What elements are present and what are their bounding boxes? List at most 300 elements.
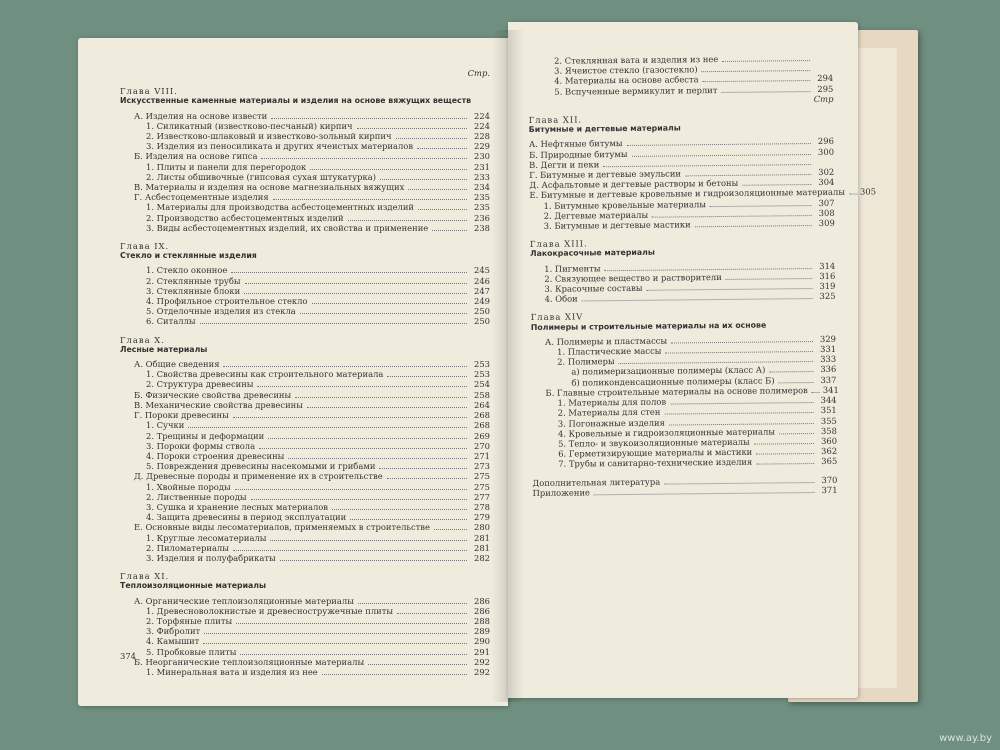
toc-entry-page: 275 — [474, 471, 490, 482]
toc-entry-page: 337 — [820, 374, 837, 385]
toc-entry-title: В. Дегти и пеки — [529, 159, 600, 170]
dot-leader — [849, 194, 857, 195]
dot-leader — [742, 184, 811, 186]
dot-leader — [312, 303, 467, 304]
dot-leader — [240, 654, 467, 655]
dot-leader — [652, 215, 812, 218]
toc-entry-page: 290 — [474, 636, 490, 647]
toc-entry-page: 231 — [474, 161, 490, 172]
toc-entry-title: 4. Материалы на основе асбеста — [554, 74, 699, 87]
toc-entry — [120, 667, 490, 677]
chapter-title: Полимеры и строительные материалы на их основе — [530, 320, 767, 332]
toc-entry-page: 273 — [474, 461, 490, 472]
toc-entry-page: 289 — [474, 626, 490, 637]
toc-entry-title: 4. Защита древесины в период эксплуатации — [146, 512, 347, 523]
chapter-number: Глава X. — [120, 334, 165, 345]
dot-leader — [669, 423, 814, 426]
toc-entry — [120, 636, 490, 646]
toc-entry-title: 1. Пластические массы — [557, 345, 662, 357]
dot-leader — [396, 138, 468, 139]
toc-entry-title: б) поликонденсационные полимеры (класс Б) — [571, 375, 775, 388]
toc-entry-title: 1. Материалы для производства асбестоцементных изделий — [146, 202, 415, 213]
chapter-section — [120, 571, 490, 677]
chapter-title: Стекло и стеклянные изделия — [120, 251, 257, 261]
dot-leader — [295, 397, 467, 398]
toc-entry-title: 2. Дегтевые материалы — [543, 209, 649, 221]
toc-entry-title: 2. Пиломатериалы — [146, 542, 229, 553]
toc-entry-title: 2. Стеклянные трубы — [146, 275, 241, 286]
dot-leader — [703, 80, 811, 82]
toc-entry-title: 2. Известково-шлаковый и известково-зольный кирпич — [146, 131, 392, 142]
dot-leader — [300, 313, 467, 314]
toc-entry-page: 245 — [474, 265, 490, 276]
toc-entry-page: 302 — [818, 166, 835, 177]
chapter-section — [530, 236, 836, 304]
dot-leader — [322, 674, 467, 675]
toc-entry-title: Б. Изделия на основе гипса — [134, 151, 258, 162]
toc-entry-page: 288 — [474, 615, 490, 626]
dot-leader — [722, 60, 810, 62]
page-number: 374 — [120, 651, 136, 661]
toc-entry-page: 292 — [474, 656, 490, 667]
toc-entry-page: 344 — [820, 394, 837, 406]
chapter-list — [120, 86, 490, 677]
dot-leader — [380, 179, 467, 180]
dot-leader — [310, 169, 467, 170]
toc-entry — [120, 492, 490, 502]
dot-leader — [695, 225, 812, 227]
dot-leader — [273, 199, 467, 200]
toc-entry-title: А. Изделия на основе извести — [134, 110, 268, 121]
toc-entry-page: 336 — [820, 364, 837, 375]
dot-leader — [671, 341, 813, 343]
chapter-section — [528, 112, 877, 231]
chapter-number: Глава VIII. — [120, 86, 178, 97]
toc-entry-title: 1. Материалы для полов — [557, 396, 667, 408]
toc-entry-page: 254 — [474, 379, 490, 390]
toc-entry — [120, 296, 490, 306]
toc-entry-page: 246 — [474, 275, 490, 286]
toc-entry-page: 314 — [819, 260, 836, 271]
dot-leader — [632, 154, 811, 157]
toc-entry — [120, 306, 490, 316]
chapter-list — [528, 112, 877, 470]
toc-entry — [120, 606, 490, 616]
toc-entry — [120, 431, 490, 441]
toc-entry-title: Д. Древесные породы и применение их в строительстве — [134, 471, 383, 482]
toc-entry-title: 6. Ситаллы — [146, 316, 196, 327]
dot-leader — [397, 613, 467, 614]
toc-entry-page: 325 — [819, 291, 836, 302]
toc-entry — [120, 131, 490, 141]
toc-entry-title: 5. Отделочные изделия из стекла — [146, 306, 296, 317]
chapter-section — [120, 335, 490, 563]
toc-entry-page: 269 — [474, 430, 490, 441]
toc-entry-page: 268 — [474, 420, 490, 431]
toc-entry-page: 362 — [821, 445, 838, 457]
chapter-title: Искусственные каменные материалы и изделия на основе вяжущих веществ — [120, 96, 472, 106]
toc-entry — [120, 390, 490, 400]
toc-entry — [120, 553, 490, 563]
dot-leader — [769, 372, 813, 373]
right-page-contents — [528, 53, 877, 498]
toc-entry-title: 3. Красочные составы — [544, 282, 643, 294]
toc-entry-title: Б. Природные битумы — [528, 148, 628, 160]
dot-leader — [594, 492, 815, 495]
toc-entry — [120, 533, 490, 543]
toc-entry — [120, 657, 490, 667]
dot-leader — [203, 643, 467, 644]
toc-entry — [120, 410, 490, 420]
dot-leader — [582, 298, 813, 301]
toc-entry — [120, 461, 490, 471]
toc-entry-title: А. Нефтяные битумы — [528, 138, 623, 150]
chapter-number: Глава XIV — [530, 311, 584, 323]
toc-entry-title: В. Механические свойства древесины — [134, 399, 303, 410]
dot-leader — [257, 386, 467, 387]
dot-leader — [417, 148, 467, 149]
toc-entry-title: 1. Плиты и панели для перегородок — [146, 161, 307, 172]
toc-entry-page: 270 — [474, 440, 490, 451]
toc-entry-title: 2. Полимеры — [557, 356, 615, 367]
toc-entry-page: 280 — [474, 522, 490, 533]
toc-entry — [120, 451, 490, 461]
toc-entry-page: 305 — [859, 186, 877, 197]
dot-leader — [710, 205, 812, 207]
toc-entry-title: 3. Виды асбестоцементных изделий, их свойства и применение — [146, 222, 429, 233]
toc-entry-title: 4. Обои — [544, 293, 578, 305]
toc-entry-page: 264 — [474, 399, 490, 410]
toc-entry-page: 307 — [818, 197, 835, 208]
toc-entry-page: 309 — [818, 217, 835, 229]
dot-leader — [665, 351, 813, 354]
toc-entry — [120, 276, 490, 286]
dot-leader — [270, 540, 467, 541]
toc-entry-page: 358 — [820, 425, 837, 436]
toc-entry-title: 2. Структура древесины — [146, 379, 254, 390]
dot-leader — [722, 91, 811, 93]
dot-leader — [244, 293, 467, 294]
dot-leader — [235, 489, 467, 490]
toc-entry — [120, 121, 490, 131]
toc-entry-page: 370 — [821, 474, 838, 485]
toc-entry-page: 271 — [474, 450, 490, 461]
dot-leader — [812, 392, 820, 393]
toc-entry-page: 247 — [474, 285, 490, 296]
toc-entry-title: 1. Стекло оконное — [146, 265, 228, 276]
toc-entry — [120, 213, 490, 223]
toc-entry-page: 282 — [474, 552, 490, 563]
toc-entry-title: 4. Камышит — [146, 636, 200, 647]
toc-entry-page: 250 — [474, 306, 490, 317]
toc-entry — [120, 543, 490, 553]
toc-entry-title: а) полимеризационные полимеры (класс А) — [571, 365, 766, 378]
toc-entry-title: 1. Круглые лесоматериалы — [146, 532, 267, 543]
toc-entry-page: 250 — [474, 316, 490, 327]
toc-entry — [120, 151, 490, 161]
dot-leader — [387, 478, 467, 479]
toc-entry-title: 3. Фибролит — [146, 626, 201, 637]
dot-leader — [432, 230, 467, 231]
toc-entry-page: 333 — [820, 354, 837, 365]
toc-entry — [120, 400, 490, 410]
toc-entry — [120, 441, 490, 451]
dot-leader — [434, 529, 467, 530]
toc-entry-page: 277 — [474, 491, 490, 502]
toc-entry — [120, 482, 490, 492]
toc-entry — [120, 420, 490, 430]
toc-entry-title: 2. Трещины и деформации — [146, 430, 265, 441]
dot-leader — [726, 278, 813, 280]
toc-entry-title: 3. Пороки формы ствола — [146, 440, 256, 451]
chapter-section — [120, 241, 490, 327]
toc-entry-title: 4. Пороки строения древесины — [146, 450, 285, 461]
dot-leader — [702, 70, 811, 72]
toc-entry-title: 5. Вспученные вермикулит и перлит — [554, 84, 718, 97]
toc-entry-title: 2. Лиственные породы — [146, 491, 247, 502]
toc-entry-page: 294 — [817, 73, 834, 84]
toc-entry-page: 224 — [474, 110, 490, 121]
toc-entry-page: 351 — [820, 405, 837, 416]
toc-entry-title: А. Органические теплоизоляционные материалы — [134, 595, 354, 606]
toc-entry-title: 5. Пробковые плиты — [146, 646, 237, 657]
toc-entry — [120, 172, 490, 182]
dot-leader — [259, 448, 467, 449]
toc-entry-title: 1. Сучки — [146, 420, 185, 431]
toc-entry-page: 281 — [474, 532, 490, 543]
toc-entry-title: 6. Герметизирующие материалы и мастики — [558, 446, 753, 459]
toc-entry — [120, 616, 490, 626]
chapter-title: Битумные и дегтевые материалы — [528, 123, 681, 135]
dot-leader — [231, 272, 467, 273]
toc-entry-title: 3. Битумные и дегтевые мастики — [543, 219, 691, 231]
toc-entry-title: Приложение — [532, 487, 591, 498]
dot-leader — [350, 519, 467, 520]
toc-entry-title: 4. Кровельные и гидроизоляционные материалы — [557, 426, 776, 439]
toc-entry-title: 3. Изделия и полуфабрикаты — [146, 552, 276, 563]
toc-entry-page: 224 — [474, 120, 490, 131]
toc-entry — [120, 369, 490, 379]
toc-entry-page: 238 — [474, 222, 490, 233]
dot-leader — [368, 664, 467, 665]
dot-leader — [223, 366, 467, 367]
toc-entry-page: 235 — [474, 202, 490, 213]
toc-entry-page: 286 — [474, 605, 490, 616]
page-column-header: Стр. — [467, 68, 490, 78]
dot-leader — [268, 438, 467, 439]
dot-leader — [236, 623, 467, 624]
dot-leader — [756, 453, 814, 455]
toc-entry-page: 360 — [820, 435, 838, 446]
dot-leader — [332, 509, 467, 510]
toc-entry-title: Г. Пороки древесины — [134, 410, 229, 421]
dot-leader — [670, 402, 813, 405]
toc-entry — [120, 522, 490, 532]
toc-entry-page: 233 — [474, 171, 490, 182]
toc-entry-title: Г. Битумные и дегтевые эмульсии — [529, 168, 682, 181]
toc-entry-page: 365 — [821, 456, 838, 467]
toc-entry-page: 236 — [474, 212, 490, 223]
toc-entry-page: 281 — [474, 542, 490, 553]
toc-entry-page: 253 — [474, 369, 490, 380]
toc-entry-page: 258 — [474, 389, 490, 400]
toc-entry-page: 292 — [474, 666, 490, 677]
toc-entry-page: 295 — [817, 83, 834, 94]
toc-entry-page: 331 — [820, 343, 837, 355]
dot-leader — [358, 603, 467, 604]
toc-entry-page: 341 — [822, 384, 839, 395]
dot-leader — [271, 118, 467, 119]
dot-leader — [200, 323, 467, 324]
toc-entry — [120, 265, 490, 275]
toc-entry — [120, 202, 490, 212]
toc-entry-title: 1. Древесноволокнистые и древесностружечные плиты — [146, 605, 394, 616]
toc-entry-page: 300 — [817, 146, 835, 157]
toc-entry-page: 296 — [817, 136, 834, 147]
toc-entry-title: 3. Погонажные изделия — [557, 417, 665, 429]
toc-entry-page: 235 — [474, 192, 490, 203]
toc-entry-page: 230 — [474, 151, 490, 162]
watermark: www.ay.by — [939, 733, 992, 744]
toc-entry-title: 2. Листы обшивочные (гипсовая сухая штукатурка) — [146, 171, 376, 182]
toc-entry — [120, 596, 490, 606]
page-column-header: Стр — [813, 93, 834, 104]
toc-entry-page: 319 — [819, 280, 836, 292]
dot-leader — [245, 283, 467, 284]
toc-entry-page: 275 — [474, 481, 490, 492]
toc-entry — [120, 192, 490, 202]
toc-entry-page: 355 — [820, 415, 837, 426]
toc-entry-title: 1. Битумные кровельные материалы — [543, 198, 707, 211]
back-matter-entries — [532, 474, 837, 498]
chapter-title: Лакокрасочные материалы — [530, 248, 655, 259]
toc-entry-page: 329 — [819, 333, 837, 344]
toc-entry-title: 3. Ячеистое стекло (газостекло) — [554, 64, 698, 76]
toc-entry-title: Е. Основные виды лесоматериалов, применяемых в строительстве — [134, 522, 430, 533]
dot-leader — [261, 158, 467, 159]
toc-entry — [530, 291, 835, 304]
toc-entry — [120, 223, 490, 233]
toc-entry-title: Б. Главные строительные материалы на основе полимеров — [545, 384, 808, 398]
toc-entry-page: 234 — [474, 182, 490, 193]
dot-leader — [280, 560, 467, 561]
dot-leader — [348, 220, 467, 221]
toc-entry — [120, 286, 490, 296]
toc-entry-title: А. Общие сведения — [134, 359, 220, 370]
dot-leader — [188, 427, 467, 428]
chapter-number: Глава IX. — [120, 241, 170, 252]
toc-entry-title: Е. Битумные и дегтевые кровельные и гидроизоляционные материалы — [529, 187, 846, 201]
dot-leader — [754, 443, 814, 445]
left-page-contents — [120, 68, 490, 677]
toc-entry-title: В. Материалы и изделия на основе магнезиальных вяжущих — [134, 182, 405, 193]
chapter-number: Глава XII. — [528, 114, 583, 126]
toc-entry — [530, 218, 835, 231]
toc-entry-title: 2. Стеклянная вата и изделия из нее — [553, 54, 719, 66]
toc-entry-page: 291 — [474, 646, 490, 657]
toc-entry-title: Г. Асбестоцементные изделия — [134, 192, 269, 203]
toc-entry-title: Дополнительная литература — [532, 476, 661, 488]
dot-leader — [418, 209, 467, 210]
dot-leader — [307, 407, 467, 408]
dot-leader — [779, 382, 814, 383]
toc-entry-title: 1. Пигменты — [544, 262, 601, 274]
dot-leader — [251, 499, 467, 500]
dot-leader — [664, 412, 813, 415]
toc-entry — [120, 162, 490, 172]
toc-entry-page: 278 — [474, 501, 490, 512]
toc-entry-title: 1. Свойства древесины как строительного материала — [146, 369, 384, 380]
toc-entry — [532, 456, 837, 469]
chapter-title: Лесные материалы — [120, 344, 208, 354]
toc-entry-title: 3. Стеклянные блоки — [146, 285, 241, 296]
dot-leader — [408, 189, 467, 190]
toc-entry-title: 2. Связующее вещество и растворители — [544, 271, 722, 284]
toc-entry — [120, 182, 490, 192]
dot-leader — [685, 174, 811, 176]
toc-entry-title: Б. Неорганические теплоизоляционные материалы — [134, 656, 365, 667]
dot-leader — [664, 482, 814, 485]
toc-entry-title: 2. Производство асбестоцементных изделий — [146, 212, 344, 223]
toc-entry-title: 2. Материалы для стен — [557, 406, 661, 419]
toc-entry-title: 1. Силикатный (известково-песчаный) кирпич — [146, 120, 353, 131]
toc-entry-title: 1. Хвойные породы — [146, 481, 231, 492]
toc-entry — [120, 379, 490, 389]
toc-entry-title: 5. Повреждения древесины насекомыми и грибами — [146, 461, 376, 472]
chapter-section — [120, 86, 490, 233]
dot-leader — [233, 550, 467, 551]
toc-entry-page: 304 — [818, 177, 835, 188]
dot-leader — [233, 417, 467, 418]
dot-leader — [379, 468, 467, 469]
dot-leader — [387, 376, 467, 377]
toc-entry-title: 1. Минеральная вата и изделия из нее — [146, 666, 318, 677]
dot-leader — [647, 288, 813, 291]
toc-entry — [120, 502, 490, 512]
toc-entry — [120, 512, 490, 522]
chapter-number: Глава XIII. — [529, 238, 588, 250]
toc-entry-page: 371 — [821, 484, 838, 495]
continued-entries — [528, 53, 833, 97]
toc-entry — [120, 141, 490, 151]
toc-entry-title: 2. Торфяные плиты — [146, 615, 233, 626]
toc-entry-title: Д. Асфальтовые и дегтевые растворы и бетоны — [529, 178, 739, 191]
toc-entry-title: 7. Трубы и санитарно-технические изделия — [558, 456, 753, 470]
dot-leader — [779, 433, 814, 434]
toc-entry-title: 5. Тепло- и звукоизоляционные материалы — [558, 436, 750, 449]
toc-entry-page: 279 — [474, 512, 490, 523]
toc-entry-title: 3. Сушка и хранение лесных материалов — [146, 501, 329, 512]
dot-leader — [357, 128, 467, 129]
toc-entry-page: 268 — [474, 410, 490, 421]
toc-entry-page: 308 — [818, 207, 835, 218]
chapter-title: Теплоизоляционные материалы — [120, 581, 267, 591]
toc-entry — [120, 471, 490, 481]
toc-entry-page: 253 — [474, 359, 490, 370]
chapter-number: Глава XI. — [120, 571, 170, 582]
toc-entry — [120, 359, 490, 369]
toc-entry-title: Б. Физические свойства древесины — [134, 389, 292, 400]
toc-entry-title: А. Полимеры и пластмассы — [544, 335, 668, 347]
toc-entry-page: 316 — [819, 270, 836, 281]
dot-leader — [288, 458, 467, 459]
toc-entry-title: 3. Изделия из пеносиликата и других ячеистых материалов — [146, 141, 414, 152]
toc-entry-page: 229 — [474, 141, 490, 152]
chapter-section — [531, 309, 838, 469]
toc-entry-page: 228 — [474, 131, 490, 142]
dot-leader — [756, 463, 814, 465]
toc-entry — [120, 111, 490, 121]
